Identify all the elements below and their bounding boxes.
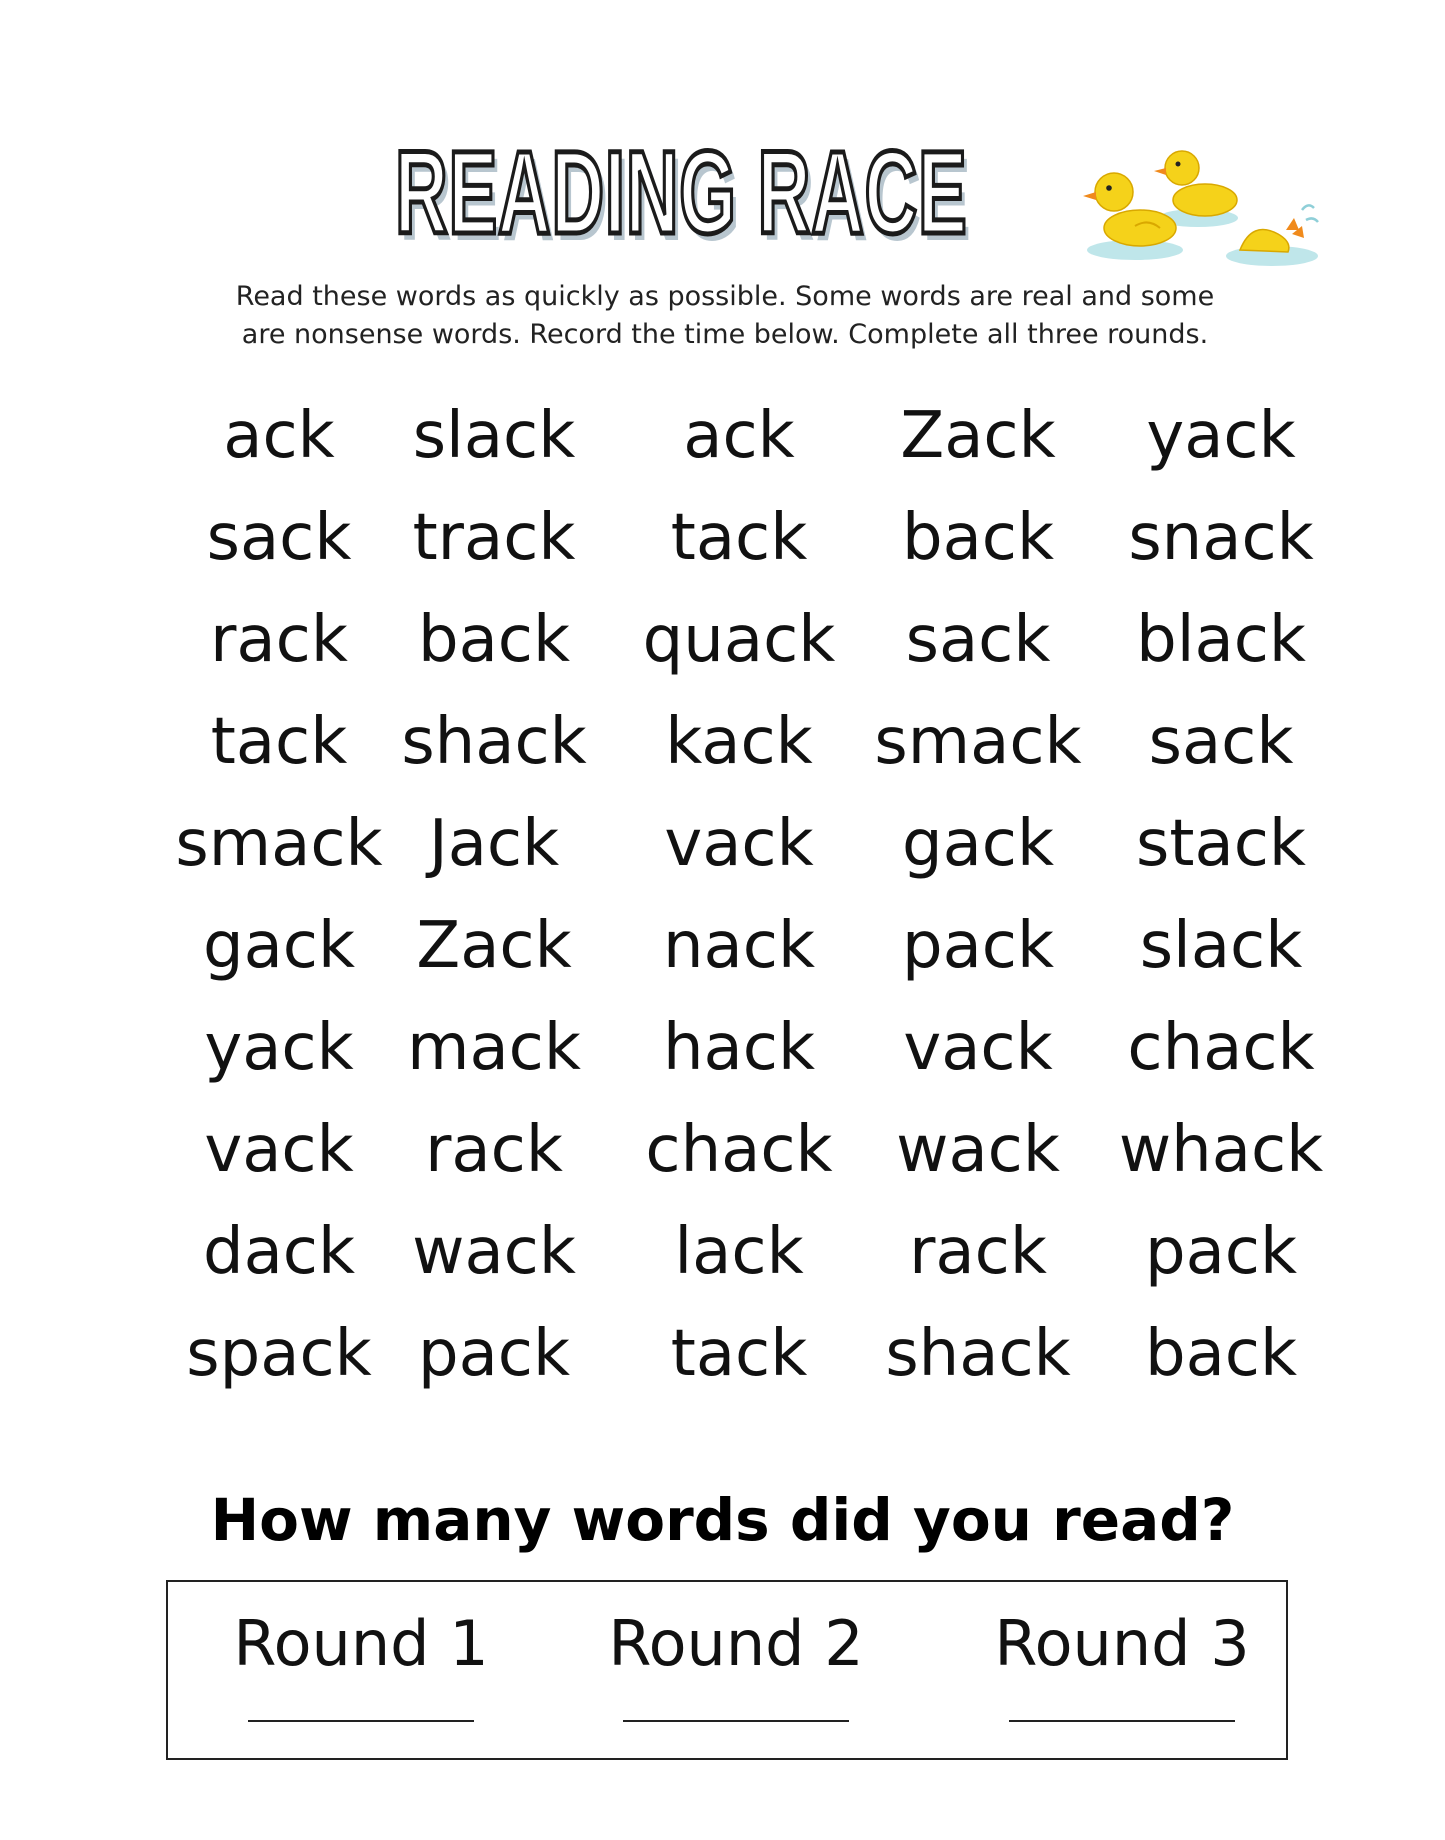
word: slack (1139, 909, 1303, 983)
round-label: Round 3 (994, 1607, 1250, 1680)
word: gack (901, 807, 1055, 881)
rubber-ducks-illustration (1080, 138, 1320, 268)
word: tack (670, 501, 808, 575)
word: black (1136, 603, 1306, 677)
word: nack (662, 909, 816, 983)
word: chack (1127, 1011, 1315, 1085)
word: vack (204, 1113, 354, 1187)
word: smack (175, 807, 383, 881)
word-grid (0, 385, 1445, 1405)
round-3 (972, 1604, 1272, 1722)
word: pack (417, 1317, 571, 1391)
word-row (0, 589, 1445, 691)
word-row (0, 895, 1445, 997)
rubber-duck-icon (1083, 173, 1176, 246)
rounds-record-box (166, 1580, 1288, 1760)
word-row (0, 691, 1445, 793)
words-read-question: How many words did you read? (210, 1486, 1235, 1554)
answer-blank-line[interactable] (248, 1720, 474, 1722)
word: vack (903, 1011, 1053, 1085)
answer-blank-line[interactable] (1009, 1720, 1235, 1722)
word: back (417, 603, 571, 677)
word: whack (1118, 1113, 1324, 1187)
word: stack (1136, 807, 1306, 881)
word: slack (412, 399, 576, 473)
word: shack (401, 705, 587, 779)
word: sack (1148, 705, 1294, 779)
word: hack (662, 1011, 816, 1085)
word: sack (206, 501, 352, 575)
word: yack (204, 1011, 354, 1085)
word-row (0, 1099, 1445, 1201)
word: rack (909, 1215, 1047, 1289)
instructions-line: are nonsense words. Record the time below. Complete all three rounds. (241, 319, 1209, 350)
instructions-line: Read these words as quickly as possible. Some words are real and some (235, 281, 1215, 312)
word: kack (665, 705, 813, 779)
word: dack (202, 1215, 356, 1289)
rubber-duck-icon (1154, 151, 1237, 216)
word-row (0, 1303, 1445, 1405)
word: quack (642, 603, 836, 677)
word: rack (210, 603, 348, 677)
round-1 (211, 1604, 511, 1722)
word: back (901, 501, 1055, 575)
word: pack (1144, 1215, 1298, 1289)
word: tack (210, 705, 348, 779)
word: wack (896, 1113, 1060, 1187)
word: snack (1128, 501, 1314, 575)
word: track (412, 501, 576, 575)
word: sack (905, 603, 1051, 677)
word-row (0, 487, 1445, 589)
word: ack (683, 399, 795, 473)
word: Jack (428, 807, 560, 881)
round-label: Round 2 (608, 1607, 864, 1680)
word: gack (202, 909, 356, 983)
word: smack (874, 705, 1082, 779)
page-title: READING RACE (395, 127, 968, 259)
word: Zack (416, 909, 572, 983)
word: pack (901, 909, 1055, 983)
word: ack (223, 399, 335, 473)
word: spack (186, 1317, 372, 1391)
word: chack (645, 1113, 833, 1187)
word-row (0, 1201, 1445, 1303)
round-2 (586, 1604, 886, 1722)
word: mack (407, 1011, 581, 1085)
word: tack (670, 1317, 808, 1391)
word: vack (664, 807, 814, 881)
word: Zack (900, 399, 1056, 473)
instructions (150, 278, 1300, 354)
word: yack (1146, 399, 1296, 473)
diving-duck-icon (1240, 205, 1318, 252)
word: back (1144, 1317, 1298, 1391)
answer-blank-line[interactable] (623, 1720, 849, 1722)
word-row (0, 385, 1445, 487)
round-label: Round 1 (233, 1607, 489, 1680)
word-row (0, 793, 1445, 895)
word: wack (412, 1215, 576, 1289)
word: rack (425, 1113, 563, 1187)
word: lack (674, 1215, 804, 1289)
word: shack (885, 1317, 1071, 1391)
word-row (0, 997, 1445, 1099)
